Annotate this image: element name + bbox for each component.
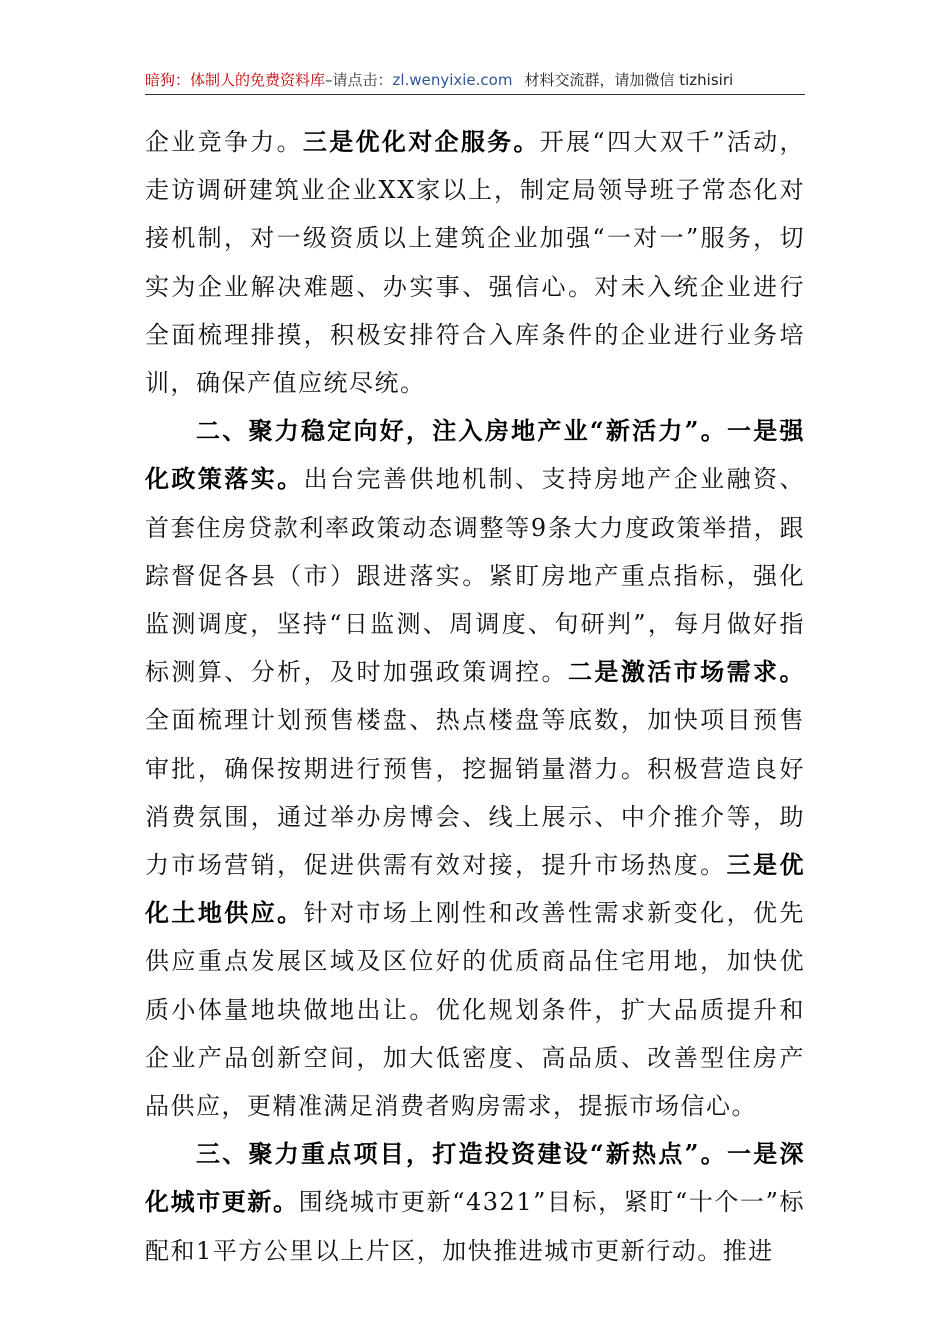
- p2-bold-1: 二、聚力稳定向好，注入房地产业“新活力”。一是强化政策落实。: [145, 416, 805, 494]
- header-contact: 材料交流群，请加微信 tizhisiri: [524, 71, 734, 89]
- p2-text-2: 全面梳理计划预售楼盘、热点楼盘等底数，加快项目预售审批，确保按期进行预售，挖掘销量潜力。积极营造良好消费氛围，通过举办房博会、线上展示、中介推介等，助力市场营销，促进供需有效对接，提升市场热度。: [145, 706, 805, 880]
- p2-bold-3: 三是优化土地供应。: [145, 850, 805, 928]
- paragraph-1: [145, 118, 805, 407]
- p2-text-3: 针对市场上刚性和改善性需求新变化，优先供应重点发展区域及区位好的优质商品住宅用地，加快优质小体量地块做地出让。优化规划条件，扩大品质提升和企业产品创新空间，加大低密度、高品质、改善型住房产品供应，更精准满足消费者购房需求，提振市场信心。: [145, 899, 805, 1121]
- document-body: [145, 118, 805, 1275]
- p3-text-1: 围绕城市更新“4321”目标，紧盯“十个一”标配和1平方公里以上片区，加快推进城市更新行动。推进: [145, 1188, 806, 1265]
- p1-text-1: 企业竞争力。: [145, 128, 303, 156]
- header-prompt: –请点击：: [325, 71, 393, 89]
- p2-bold-2: 二是激活市场需求。: [568, 657, 805, 687]
- paragraph-3: [145, 1130, 805, 1275]
- p2-text-1: 出台完善供地机制、支持房地产企业融资、首套住房贷款利率政策动态调整等9条大力度政策举措，跟踪督促各县（市）跟进落实。紧盯房地产重点指标，强化监测调度，坚持“日监测、周调度、旬研判”，每月做好指标测算、分析，及时加强政策调控。: [145, 465, 805, 687]
- p1-text-2: 开展“四大双千”活动，走访调研建筑业企业XX家以上，制定局领导班子常态化对接机制，对一级资质以上建筑企业加强“一对一”服务，切实为企业解决难题、办实事、强信心。对未入统企业进行全面梳理排摸，积极安排符合入库条件的企业进行业务培训，确保产值应统尽统。: [145, 128, 806, 398]
- page-header: [145, 68, 805, 92]
- p3-bold-1: 三、聚力重点项目，打造投资建设“新热点”。一是深化城市更新。: [145, 1139, 805, 1217]
- p1-bold-1: 三是优化对企服务。: [302, 127, 540, 156]
- header-brand: 暗狗：体制人的免费资料库: [145, 71, 326, 89]
- paragraph-2: [145, 407, 805, 1130]
- header-link[interactable]: zl.wenyixie.com: [392, 71, 513, 89]
- header-divider: [145, 94, 805, 95]
